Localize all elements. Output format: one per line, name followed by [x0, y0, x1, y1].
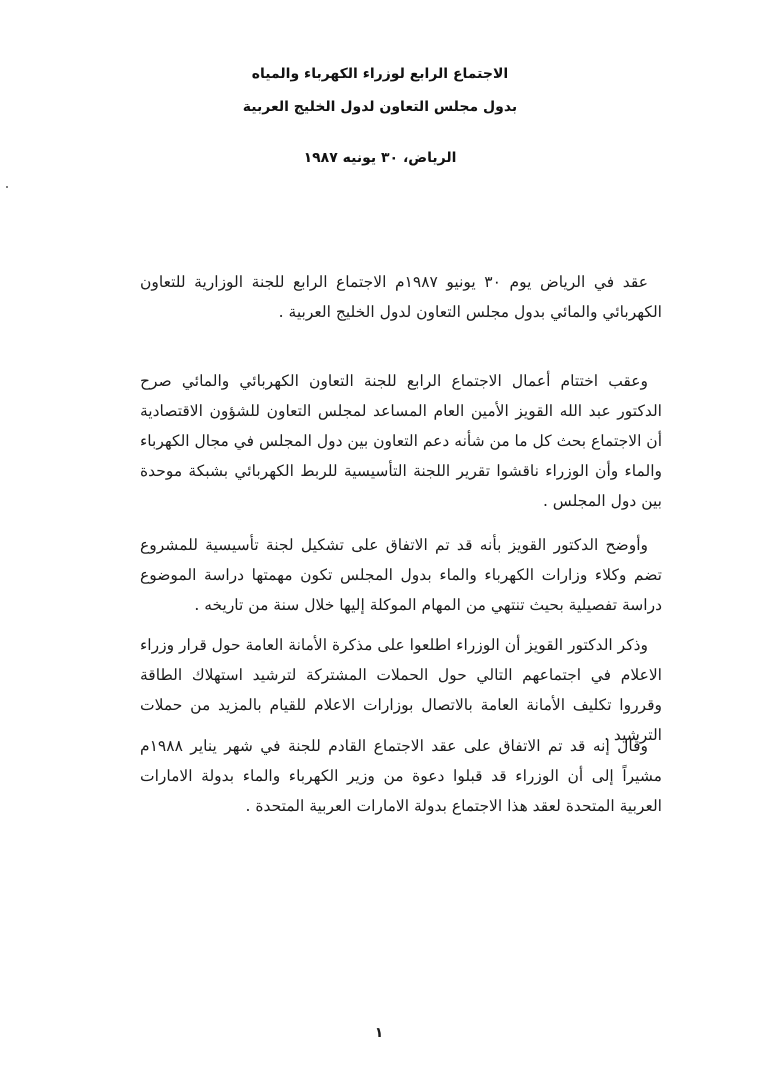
paragraph-3: وأوضح الدكتور القويز بأنه قد تم الاتفاق على تشكيل لجنة تأسيسية للمشروع تضم وكلاء وزارات الكهرباء والماء بدول المجلس تكون مهمتها دراسة الموضوع دراسة تفصيلية بحيث تنتهي من المهام الموكلة إليها خلال سنة من تاريخه . — [140, 536, 662, 614]
paragraph-2: وعقب اختتام أعمال الاجتماع الرابع للجنة التعاون الكهربائي والمائي صرح الدكتور عبد الله القويز الأمين العام المساعد لمجلس التعاون للشؤون الاقتصادية أن الاجتماع بحث كل ما من شأنه دعم التعاون بين دول المجلس في مجال الكهرباء والماء وأن الوزراء ناقشوا تقرير اللجنة التأسيسية للربط الكهربائي بشبكة موحدة بين دول المجلس . — [140, 372, 662, 510]
title-line-1: الاجتماع الرابع لوزراء الكهرباء والمياه — [251, 66, 509, 82]
scan-speck — [6, 186, 8, 188]
page-number: ١ — [374, 1025, 384, 1041]
date-line: الرياض، ٣٠ يونيه ١٩٨٧ — [303, 150, 457, 166]
paragraph-5: وقال إنه قد تم الاتفاق على عقد الاجتماع القادم للجنة في شهر يناير ١٩٨٨م مشيراً إلى أن الوزراء قد قبلوا دعوة من وزير الكهرباء والماء بدولة الامارات العربية المتحدة لعقد هذا الاجتماع بدولة الامارات العربية المتحدة . — [140, 737, 662, 815]
paragraph-4: وذكر الدكتور القويز أن الوزراء اطلعوا على مذكرة الأمانة العامة حول قرار وزراء الاعلام في اجتماعهم التالي حول الحملات المشتركة لترشيد استهلاك الطاقة وقرروا تكليف الأمانة العامة بالاتصال بوزارات الاعلام للقيام بالمزيد من حملات الترشيد . — [140, 636, 662, 744]
title-line-2: بدول مجلس التعاون لدول الخليج العربية — [242, 99, 518, 115]
paragraph-1: عقد في الرياض يوم ٣٠ يونيو ١٩٨٧م الاجتماع الرابع للجنة الوزارية للتعاون الكهربائي والمائي بدول مجلس التعاون لدول الخليج العربية . — [140, 273, 662, 321]
